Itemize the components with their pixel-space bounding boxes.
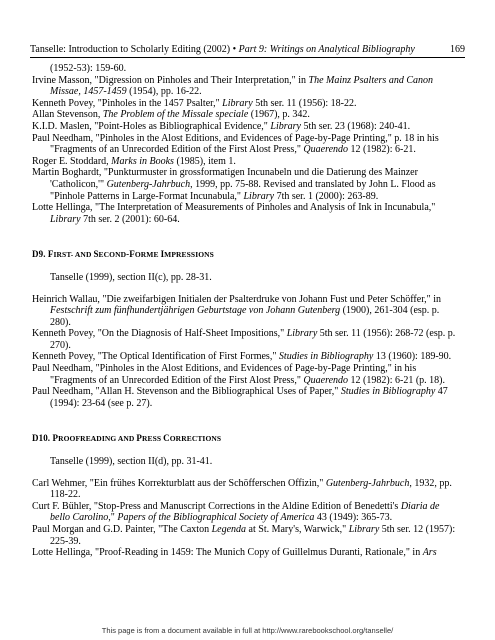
bib-entry: Paul Needham, "Allan H. Stevenson and the Bibliographical Uses of Paper," Studies in Bibliography 47 (1994): 23-64 (see p. 27). bbox=[32, 386, 448, 409]
header-left bbox=[30, 44, 415, 56]
section-reference: Tanselle (1999), section II(c), pp. 28-31. bbox=[50, 271, 212, 283]
header-source-title: Tanselle: Introduction to Scholarly Editing (2002) bbox=[30, 44, 231, 55]
bib-entry: Martin Boghardt, "Punkturmuster in grossformatigen Incunabeln und die Datierung des Mainzer 'Catholicon,'" Gutenberg-Jahrbuch, 1999, pp. 75-88. Revised and translated by John L. Flood as "Pinhole Patterns in Large-Format Incunabula," Library 7th ser. 1 (2000): 263-89. bbox=[32, 167, 436, 202]
header-part-title: Part 9: Writings on Analytical Bibliography bbox=[238, 44, 415, 55]
bib-entry: Curt F. Bühler, "Stop-Press and Manuscript Corrections in the Aldine Edition of Benedetti's Diaria de bello Carolino," Papers of the Bibliographical Society of America 43 (1949): 365-73. bbox=[32, 500, 440, 524]
bib-entry: Roger E. Stoddard, Marks in Books (1985), item 1. bbox=[32, 155, 236, 167]
bib-entry: Paul Needham, "Pinholes in the Alost Editions, and Evidences of Page-by-Page Printing," p. 18 in his "Fragments of an Unrecorded Edition of the First Alost Press," Quaerendo 12 (1982): 6-21. bbox=[32, 132, 439, 156]
bib-entry: Kenneth Povey, "On the Diagnosis of Half-Sheet Impositions," Library 5th ser. 11 (1956): 268-72 (esp. p. 270). bbox=[32, 328, 456, 351]
bib-entry: Lotte Hellinga, "Proof-Reading in 1459: The Munich Copy of Guillelmus Duranti, Rationale," in Ars bbox=[32, 547, 437, 559]
page-footer bbox=[0, 626, 495, 635]
section-heading-d10: D10. PROOFREADING AND PRESS CORRECTIONS bbox=[32, 433, 222, 444]
bib-entry: Irvine Masson, "Digression on Pinholes and Their Interpretation," in The Mainz Psalters and Canon Missae, 1457-1459 (1954), pp. 16-22. bbox=[32, 74, 433, 98]
bib-entry: Kenneth Povey, "The Optical Identification of First Formes," Studies in Bibliography 13 (1960): 189-90. bbox=[32, 351, 452, 363]
bib-entry: Allan Stevenson, The Problem of the Missale speciale (1967), p. 342. bbox=[32, 109, 310, 121]
footer-source-note: This page is from a document available in full at http://www.rarebookschool.org/tanselle/ bbox=[101, 626, 394, 635]
bibliography-content bbox=[32, 63, 460, 559]
bib-entry: Lotte Hellinga, "The Interpretation of Measurements of Pinholes and Analysis of Ink in Incunabula," Library 7th ser. 2 (2001): 60-64. bbox=[32, 202, 436, 225]
bib-entry: Carl Wehmer, "Ein frühes Korrekturblatt aus der Schöfferschen Offizin," Gutenberg-Jahrbuch, 1932, pp. 118-22. bbox=[32, 477, 452, 501]
section-reference: Tanselle (1999), section II(d), pp. 31-41. bbox=[50, 456, 213, 468]
header-bullet: • bbox=[232, 44, 237, 55]
bib-entry: (1952-53): 159-60. bbox=[50, 63, 127, 74]
bib-entry: Heinrich Wallau, "Die zweifarbigen Initialen der Psalterdruke von Johann Fust und Peter Schöffer," in Festschrift zum fünfhundertjährigen Geburtstage von Johann Gutenberg (1900), 261-304 (esp. p. 280). bbox=[32, 293, 441, 328]
page-number: 169 bbox=[450, 44, 465, 55]
bib-entry: Paul Needham, "Pinholes in the Alost Editions, and Evidences of Page-by-Page Printing," in his "Fragments of an Unrecorded Edition of the First Alost Press," Quaerendo 12 (1982): 6-21 (p. 18). bbox=[32, 363, 445, 386]
bib-entry: Paul Morgan and G.D. Painter, "The Caxton Legenda at St. Mary's, Warwick," Library 5th ser. 12 (1957): 225-39. bbox=[32, 524, 456, 547]
running-header bbox=[30, 44, 465, 58]
bib-entry: Kenneth Povey, "Pinholes in the 1457 Psalter," Library 5th ser. 11 (1956): 18-22. bbox=[32, 97, 357, 109]
section-heading-d9: D9. FIRST- AND SECOND-FORME IMPRESSIONS bbox=[32, 249, 214, 260]
bib-entry: K.I.D. Maslen, "Point-Holes as Bibliographical Evidence," Library 5th ser. 23 (1968): 240-41. bbox=[32, 120, 411, 132]
